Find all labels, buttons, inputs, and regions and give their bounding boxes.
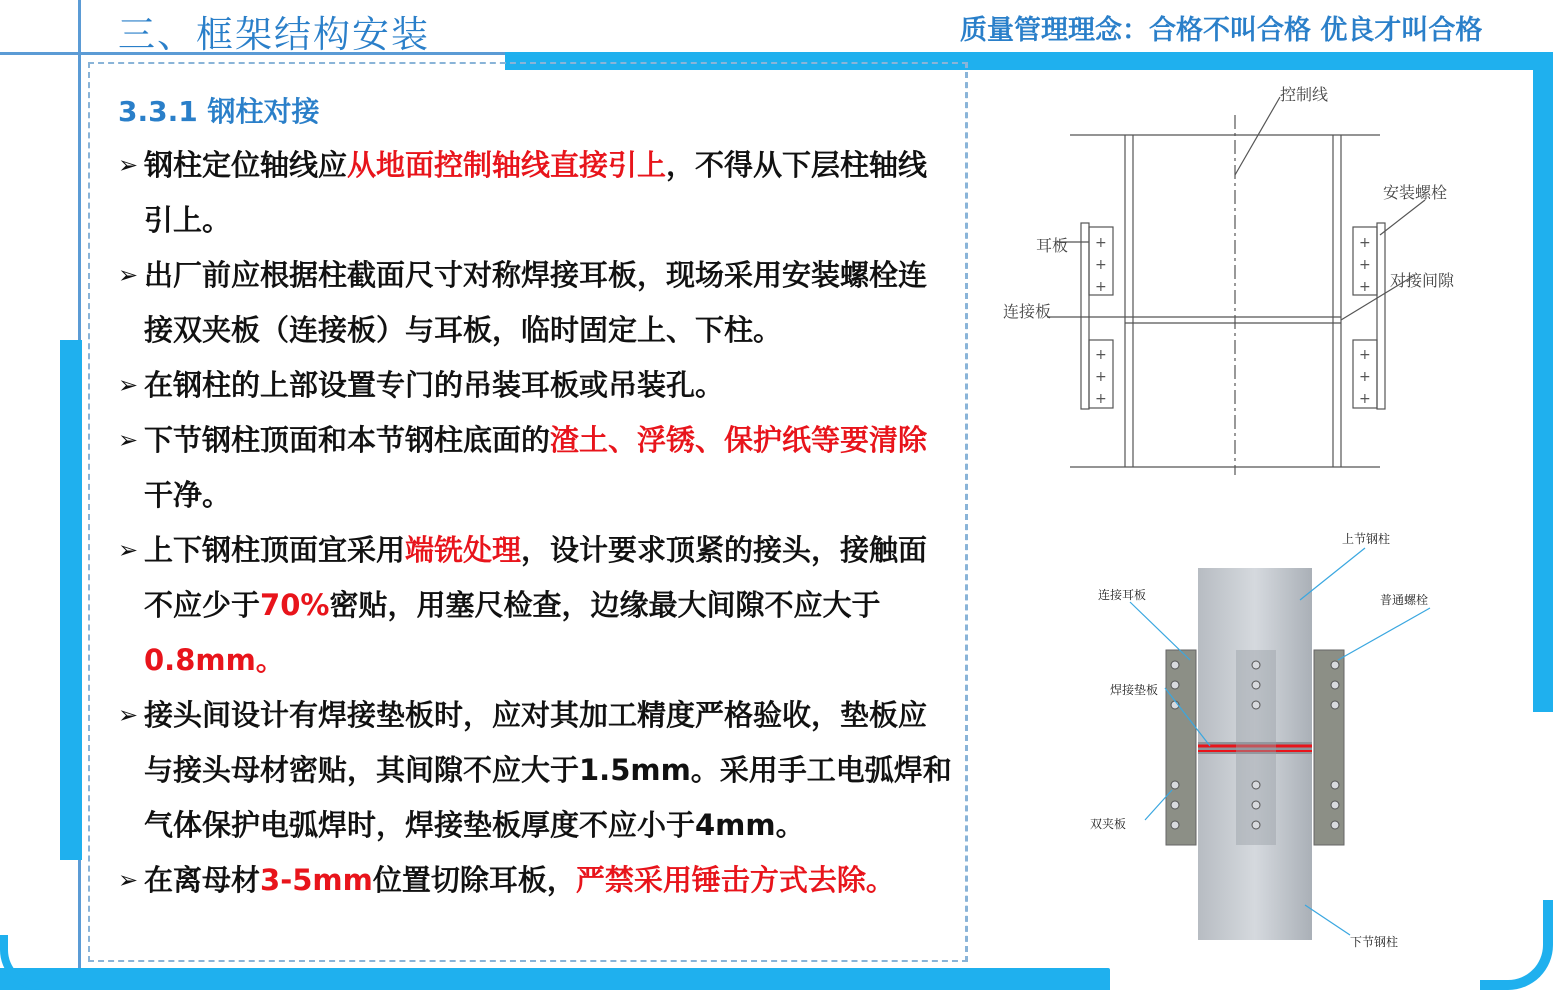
svg-text:+: + [1359,347,1371,363]
svg-text:+: + [1095,369,1107,385]
svg-text:+: + [1359,369,1371,385]
bullet-arrow-icon: ➢ [118,701,139,729]
svg-text:+: + [1095,347,1107,363]
svg-text:+: + [1359,235,1371,251]
clamp-plate-right [1314,650,1344,845]
label-connect-ear-plate: 连接耳板 [1098,588,1147,602]
svg-text:+: + [1095,279,1107,295]
bullet-arrow-icon: ➢ [118,536,139,564]
bullet-highlight-text: 端铣处理 [405,533,522,567]
bullet-item [118,688,953,853]
quality-slogan: 质量管理理念：合格不叫合格 优良才叫合格 [960,15,1483,46]
bullet-highlight-text: 渣土、浮锈、保护纸等要清除 [550,423,928,457]
clamp-plate-left [1166,650,1196,845]
frame-left-bar [60,340,82,860]
frame-bottom-bar [0,968,1110,990]
bolt-marks [1095,235,1371,407]
frame-right-bar [1533,52,1553,712]
frame-corner-bottom-right [1480,900,1553,990]
bullet-item [118,853,953,908]
bullet-item [118,248,953,358]
bullet-item [118,138,953,248]
bullet-item [118,358,953,413]
bullet-text: 出厂前应根据柱截面尺寸对称焊接耳板，现场采用安装螺栓连接双夹板（连接板）与耳板，临时固定上、下柱。 [144,258,928,347]
label-butt-gap: 对接间隙 [1390,271,1455,290]
label-ear-plate: 耳板 [1036,236,1069,255]
bullet-text: 上下钢柱顶面宜采用 [144,533,406,567]
bullet-highlight-text: 从地面控制轴线直接引上 [347,148,667,182]
label-normal-bolt: 普通螺栓 [1380,593,1429,607]
label-upper-column: 上节钢柱 [1342,532,1391,546]
label-double-clamp: 双夹板 [1090,817,1127,831]
content-divider [965,62,967,962]
svg-text:+: + [1095,235,1107,251]
bullet-arrow-icon: ➢ [118,426,139,454]
bullet-arrow-icon: ➢ [118,371,139,399]
label-control-line: 控制线 [1280,85,1329,104]
bullet-text: 在离母材 [144,863,261,897]
section-heading: 3.3.1 钢柱对接 [118,95,320,128]
svg-text:+: + [1359,257,1371,273]
bullet-text: 密贴，用塞尺检查，边缘最大间隙不应大于 [329,588,881,622]
bullet-arrow-icon: ➢ [118,866,139,894]
svg-text:+: + [1095,391,1107,407]
bullet-list [118,138,953,908]
bullet-item [118,413,953,523]
svg-text:+: + [1359,391,1371,407]
label-weld-backing: 焊接垫板 [1110,683,1159,697]
bullet-text: 在钢柱的上部设置专门的吊装耳板或吊装孔。 [144,368,725,402]
svg-text:+: + [1359,279,1371,295]
bullet-highlight-text: 0.8mm。 [144,643,285,677]
page-title: 三、框架结构安装 [118,13,430,56]
bullet-arrow-icon: ➢ [118,261,139,289]
svg-text:+: + [1095,257,1107,273]
label-lower-column: 下节钢柱 [1350,935,1399,949]
bullet-text: ，设计要求顶紧的接头，接触面不应少于 [144,533,928,622]
bullet-item [118,523,953,688]
bullet-highlight-text: 严禁采用锤击方式去除。 [575,863,895,897]
bullet-text: 接头间设计有焊接垫板时，应对其加工精度严格验收，垫板应与接头母材密贴，其间隙不应大于1.5mm。采用手工电弧焊和气体保护电弧焊时，焊接垫板厚度不应小于4mm。 [144,698,952,842]
bullet-highlight-text: 3-5mm [260,863,373,897]
label-connect-plate: 连接板 [1003,302,1052,321]
bullet-text: 钢柱定位轴线应 [144,148,348,182]
bullet-text: ，不得从下层柱轴线引上。 [144,148,928,237]
bullet-arrow-icon: ➢ [118,151,139,179]
bullet-highlight-text: 70% [260,588,330,622]
label-install-bolt: 安装螺栓 [1383,183,1448,202]
bullet-text: 干净。 [144,478,232,512]
bullet-text: 下节钢柱顶面和本节钢柱底面的 [144,423,551,457]
bullet-text: 位置切除耳板， [372,863,576,897]
